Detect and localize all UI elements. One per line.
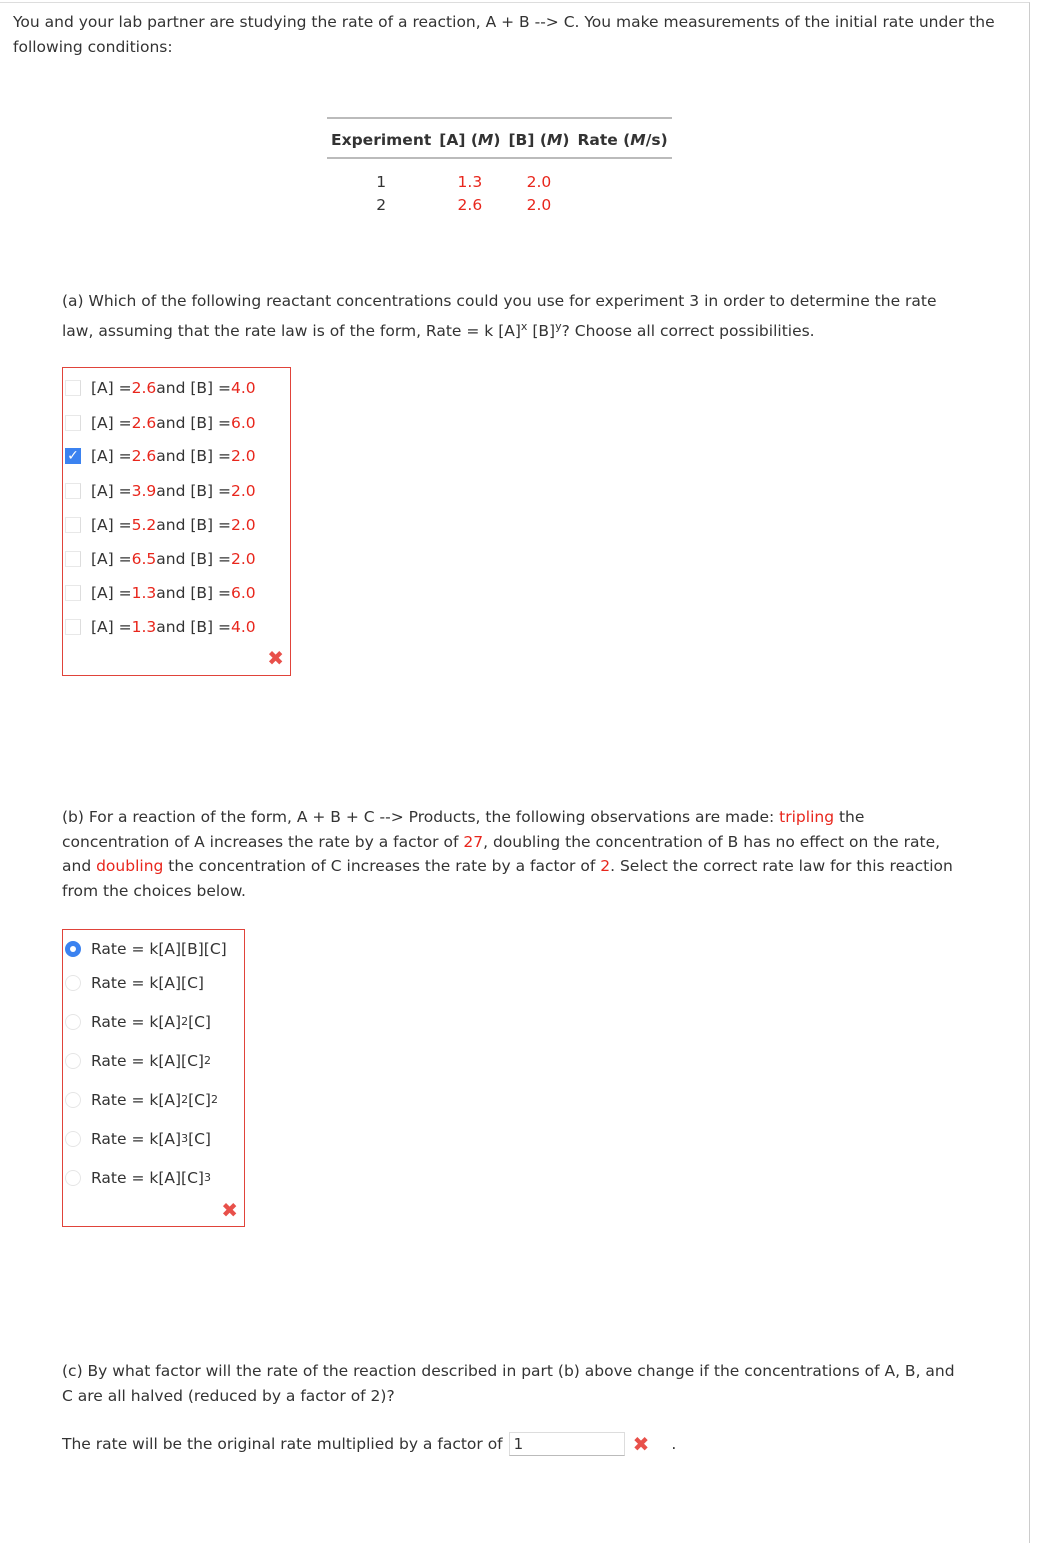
label-b: and [B] = xyxy=(156,550,232,568)
cell-a: 1.3 xyxy=(457,173,483,191)
data-table xyxy=(327,117,672,217)
label-b: and [B] = xyxy=(156,414,232,432)
option-text: [C] xyxy=(188,1091,211,1109)
part-a-question: (a) Which of the following reactant concentrations could you use for experiment 3 in order to determine the rate law, assuming that the rate law is of the form, Rate = k $[A]^x$ $[B]^y$? Choose all correct possibilities. xyxy=(62,292,937,340)
radio-button[interactable] xyxy=(65,1092,81,1108)
rate-law-option-2[interactable]: Rate = k[A] 2 [C] xyxy=(63,1010,211,1034)
period-text: . xyxy=(671,1435,677,1453)
cell-exp: 2 xyxy=(376,196,387,214)
radio-button[interactable] xyxy=(65,1170,81,1186)
value-a: 2.6 xyxy=(131,447,157,465)
value-b: 6.0 xyxy=(231,584,256,602)
checkbox[interactable] xyxy=(65,380,81,396)
cell-rate xyxy=(573,194,671,217)
option-text: Rate = k[A][C] xyxy=(91,974,204,992)
label-b: and [B] = xyxy=(156,447,232,465)
option-text: Rate = k[A] xyxy=(91,1091,182,1109)
value-a: 2.6 xyxy=(131,414,157,432)
checkbox[interactable] xyxy=(65,551,81,567)
radio-button[interactable] xyxy=(65,1014,81,1030)
intro-text: You and your lab partner are studying the rate of a reaction, A + B --> C. You make measurements of the initial rate under the following conditions: xyxy=(13,13,995,56)
checkbox[interactable] xyxy=(65,517,81,533)
cell-b: 2.0 xyxy=(526,173,552,191)
value-b: 2.0 xyxy=(231,550,256,568)
option-7[interactable] xyxy=(63,615,256,639)
part-c-answer-row xyxy=(62,1432,676,1456)
option-5[interactable] xyxy=(63,547,256,571)
checkbox[interactable] xyxy=(65,619,81,635)
label-a: [A] = xyxy=(91,447,132,465)
option-0[interactable] xyxy=(63,376,256,400)
rate-law-option-3[interactable]: Rate = k[A][C] 2 xyxy=(63,1049,211,1073)
value-b: 2.0 xyxy=(231,482,256,500)
cell-rate xyxy=(573,158,671,194)
label-b: and [B] = xyxy=(156,482,232,500)
option-text: Rate = k[A][C] xyxy=(91,1169,204,1187)
value-a: 1.3 xyxy=(131,584,157,602)
answer-label: The rate will be the original rate multiplied by a factor of xyxy=(62,1435,503,1453)
label-a: [A] = xyxy=(91,379,132,397)
label-b: and [B] = xyxy=(156,379,232,397)
option-3[interactable] xyxy=(63,479,256,503)
header-experiment: Experiment xyxy=(327,118,435,158)
table-row xyxy=(327,158,672,194)
rate-law-option-5[interactable]: Rate = k[A] 3 [C] xyxy=(63,1127,211,1151)
rate-law-option-0[interactable] xyxy=(63,937,227,961)
header-a: [A] (M) xyxy=(435,118,504,158)
label-a: [A] = xyxy=(91,618,132,636)
rate-law-option-4[interactable]: Rate = k[A] 2 [C] 2 xyxy=(63,1088,218,1112)
incorrect-icon: ✖ xyxy=(267,646,284,670)
incorrect-icon: ✖ xyxy=(221,1198,238,1222)
value-b: 4.0 xyxy=(231,618,256,636)
value-b: 4.0 xyxy=(231,379,256,397)
option-text: Rate = k[A][C] xyxy=(91,1052,204,1070)
part-b-options xyxy=(62,929,245,1227)
label-b: and [B] = xyxy=(156,584,232,602)
checkbox[interactable] xyxy=(65,585,81,601)
option-2[interactable] xyxy=(63,444,256,468)
label-b: and [B] = xyxy=(156,516,232,534)
label-a: [A] = xyxy=(91,414,132,432)
value-b: 2.0 xyxy=(231,447,256,465)
checkbox[interactable] xyxy=(65,448,81,464)
radio-button[interactable] xyxy=(65,1131,81,1147)
option-text: Rate = k[A][B][C] xyxy=(91,940,227,958)
radio-button[interactable] xyxy=(65,975,81,991)
radio-button[interactable] xyxy=(65,1053,81,1069)
label-a: [A] = xyxy=(91,516,132,534)
option-6[interactable] xyxy=(63,581,256,605)
option-text: Rate = k[A] xyxy=(91,1130,182,1148)
table-row xyxy=(327,194,672,217)
value-a: 1.3 xyxy=(131,618,157,636)
factor-input[interactable] xyxy=(509,1432,625,1456)
value-a: 2.6 xyxy=(131,379,157,397)
part-a-options xyxy=(62,367,291,676)
option-4[interactable] xyxy=(63,513,256,537)
value-a: 3.9 xyxy=(131,482,157,500)
cell-a: 2.6 xyxy=(457,196,483,214)
rate-law-option-6[interactable]: Rate = k[A][C] 3 xyxy=(63,1166,211,1190)
cell-b: 2.0 xyxy=(526,196,552,214)
label-a: [A] = xyxy=(91,482,132,500)
cell-exp: 1 xyxy=(376,173,387,191)
label-b: and [B] = xyxy=(156,618,232,636)
value-a: 5.2 xyxy=(131,516,157,534)
header-b: [B] (M) xyxy=(504,118,573,158)
value-b: 6.0 xyxy=(231,414,256,432)
rate-law-option-1[interactable] xyxy=(63,971,204,995)
page-frame xyxy=(0,2,1030,1543)
checkbox[interactable] xyxy=(65,415,81,431)
value-a: 6.5 xyxy=(131,550,157,568)
label-a: [A] = xyxy=(91,584,132,602)
header-rate: Rate (M/s) xyxy=(573,118,671,158)
value-b: 2.0 xyxy=(231,516,256,534)
radio-button[interactable] xyxy=(65,941,81,957)
option-text: [C] xyxy=(188,1130,211,1148)
incorrect-icon: ✖ xyxy=(632,1432,650,1456)
checkmark-icon: ✓ xyxy=(67,448,79,464)
option-1[interactable] xyxy=(63,411,256,435)
option-text: [C] xyxy=(188,1013,211,1031)
part-c-question: (c) By what factor will the rate of the reaction described in part (b) above change if the concentrations of A, B, and C are all halved (reduced by a factor of 2)? xyxy=(62,1362,955,1405)
label-a: [A] = xyxy=(91,550,132,568)
option-text: Rate = k[A] xyxy=(91,1013,182,1031)
checkbox[interactable] xyxy=(65,483,81,499)
part-b-question: (b) For a reaction of the form, A + B + C --> Products, the following observations are made: tripling the concentration of A increases the rate by a factor of 27, doubling the concentration of B has no effect on the rate, and doubling the concentration of C increases the rate by a factor of 2. Select the correct rate law for this reaction from the choices below. xyxy=(62,808,953,900)
